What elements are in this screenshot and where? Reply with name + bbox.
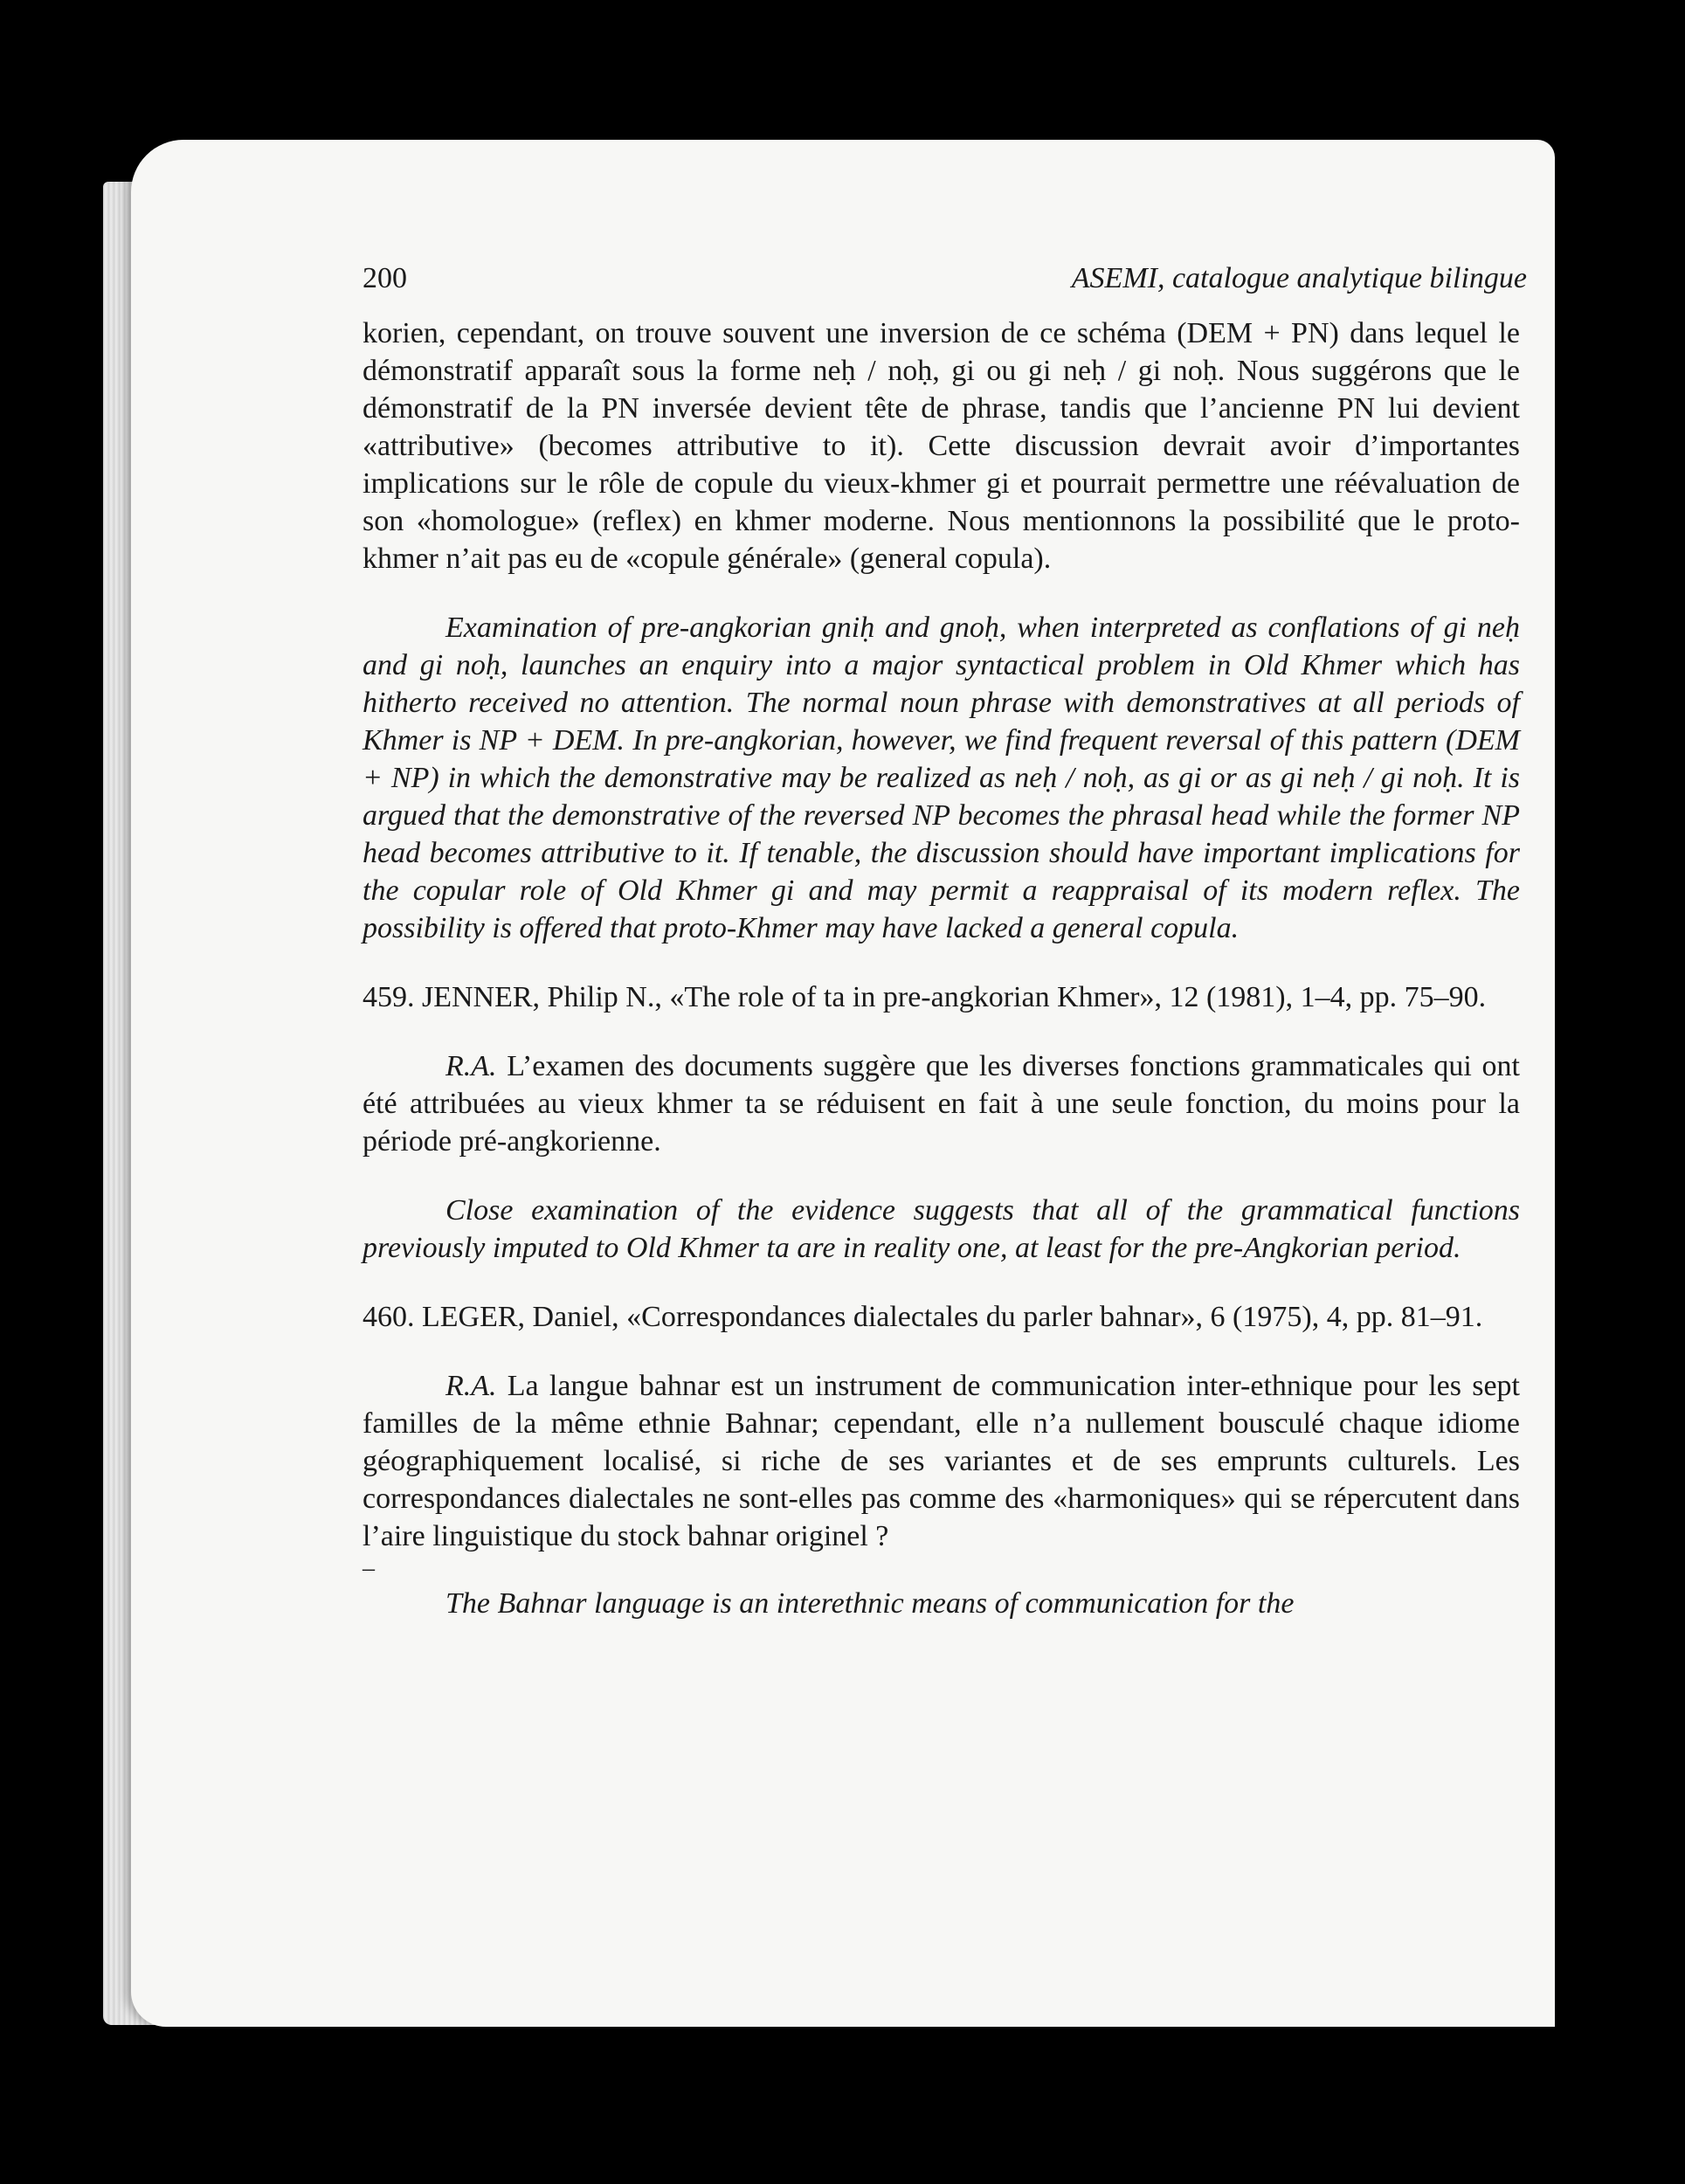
entry-460-resume <box>363 1367 1520 1555</box>
entry-460-english: The Bahnar language is an interethnic means of communication for the <box>445 1587 1295 1620</box>
entry-459-citation: 459. JENNER, Philip N., «The role of ta in pre-angkorian Khmer», 12 (1981), 1–4, pp. 75–90. <box>363 981 1487 1013</box>
resume-text: La langue bahnar est un instrument de communication inter-ethnique pour les sept familles de la même ethnie Bahnar; cependant, elle n’a nullement bousculé chaque idiome géographiquement localisé, si riche de ses variantes et de ses emprunts culturels. Les correspondances dialectales ne sont-elles pas comme des «harmoniques» qui se répercutent dans l’aire linguistique du stock bahnar originel ? <box>363 1370 1520 1552</box>
running-head <box>363 262 1527 314</box>
abstract-french-continuation: korien, cependant, on trouve souvent une inversion de ce schéma (DEM + PN) dans lequel le démonstratif apparaît sous la forme neḥ / noḥ, gi ou gi neḥ / gi noḥ. Nous suggérons que le démonstratif de la PN inversée devient tête de phrase, tandis que l’ancienne PN lui devient «attributive» (becomes attributive to it). Cette discussion devrait avoir d’importantes implications sur le rôle de copule du vieux-khmer gi et pourrait permettre une réévaluation de son «homologue» (reflex) en khmer moderne. Nous mentionnons la possibilité que le proto-khmer n’ait pas eu de «copule générale» (general copula). <box>363 317 1520 575</box>
page-content <box>363 262 1527 1654</box>
running-title: ASEMI, catalogue analytique bilingue <box>1071 262 1527 294</box>
separator-mark: – <box>363 1555 375 1582</box>
ra-label: R.A. <box>445 1050 497 1082</box>
entry-460-citation: 460. LEGER, Daniel, «Correspondances dialectales du parler bahnar», 6 (1975), 4, pp. 81–91. <box>363 1301 1483 1333</box>
page-number: 200 <box>363 262 407 294</box>
entry-459-resume <box>363 1047 1520 1160</box>
abstract-english: Examination of pre-angkorian gniḥ and gnoḥ, when interpreted as conflations of gi neḥ and gi noḥ, launches an enquiry into a major syntactical problem in Old Khmer which has hitherto received no attention. The normal noun phrase with demonstratives at all periods of Khmer is NP + DEM. In pre-angkorian, however, we find frequent reversal of this pattern (DEM + NP) in which the demonstrative may be realized as neḥ / noḥ, as gi or as gi neḥ / gi noḥ. It is argued that the demonstrative of the reversed NP becomes the phrasal head while the former NP head becomes attributive to it. If tenable, the discussion should have important implications for the copular role of Old Khmer gi and may permit a reappraisal of its modern reflex. The possibility is offered that proto-Khmer may have lacked a general copula. <box>363 612 1520 944</box>
resume-text: L’examen des documents suggère que les diverses fonctions grammaticales qui ont été attribuées au vieux khmer ta se réduisent en fait à une seule fonction, du moins pour la période pré-angkorienne. <box>363 1050 1520 1158</box>
ra-label: R.A. <box>445 1370 497 1402</box>
entry-459-english: Close examination of the evidence suggests that all of the grammatical functions previously imputed to Old Khmer ta are in reality one, at least for the pre-Angkorian period. <box>363 1194 1520 1264</box>
